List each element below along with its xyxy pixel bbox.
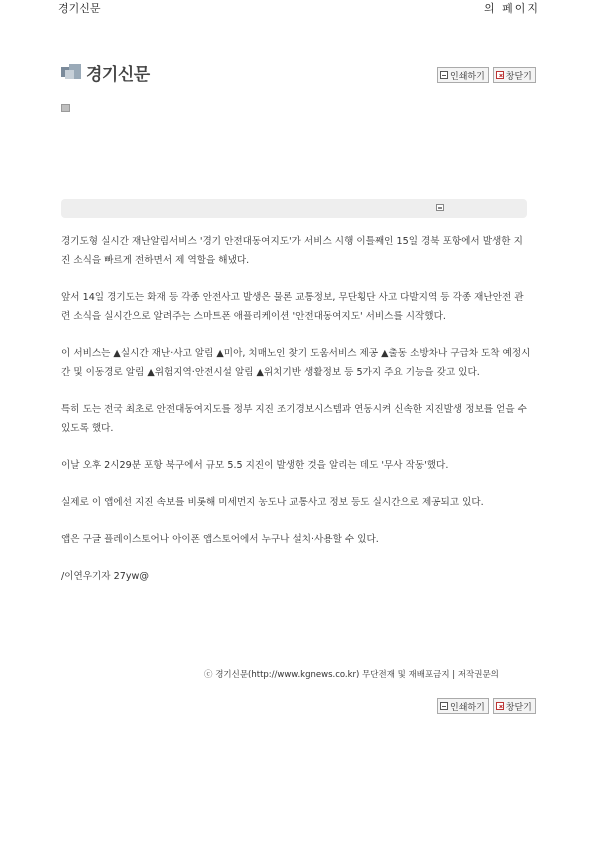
article-paragraph: 경기도형 실시간 재난알림서비스 '경기 안전대동여지도'가 서비스 시행 이틀째인 15일 경북 포항에서 발생한 지진 소식을 빠르게 전하면서 제 역할을 해냈다. (61, 236, 523, 266)
header-source: 경기신문 (58, 2, 101, 15)
article-paragraph: 이날 오후 2시29분 포항 북구에서 규모 5.5 지진이 발생한 것을 알리는 데도 '무사 작동'했다. (61, 460, 449, 471)
article-image-placeholder (61, 104, 70, 112)
article-paragraph: 실제로 이 앱에선 지진 속보를 비롯해 미세먼지 농도나 교통사고 정보 등도 실시간으로 제공되고 있다. (61, 497, 484, 508)
article-paragraph: 앱은 구글 플레이스토어나 아이폰 앱스토어에서 누구나 설치·사용할 수 있다. (61, 534, 379, 545)
close-label: 창닫기 (505, 702, 532, 713)
printer-icon (440, 702, 448, 710)
close-label: 창닫기 (505, 71, 532, 82)
printer-icon (440, 71, 448, 79)
close-button[interactable] (493, 698, 536, 714)
close-icon (496, 702, 504, 710)
page-header (0, 0, 595, 14)
article-body (61, 232, 531, 604)
close-button[interactable] (493, 67, 536, 83)
bottom-toolbar (437, 698, 536, 714)
image-caption-bar (61, 199, 527, 218)
copyright-notice: ⓒ 경기신문(http://www.kgnews.co.kr) 무단전재 및 재배포금지 | 저작권문의 (204, 670, 499, 680)
print-label: 인쇄하기 (450, 702, 485, 713)
logo-text: 경기신문 (86, 64, 150, 85)
close-icon (496, 71, 504, 79)
newspaper-logo[interactable] (61, 61, 150, 83)
article-paragraph: 특히 도는 전국 최초로 안전대동여지도를 정부 지진 조기경보시스템과 연동시켜 신속한 지진발생 정보를 얻을 수 있도록 했다. (61, 404, 527, 434)
logo-icon (61, 64, 83, 80)
print-button[interactable] (437, 698, 489, 714)
image-icon[interactable] (436, 204, 444, 211)
top-toolbar (437, 67, 536, 83)
reporter-byline: /이연우기자 27yw@ (61, 571, 149, 582)
print-label: 인쇄하기 (450, 71, 485, 82)
header-page-label: 의 페이지 (484, 2, 541, 15)
print-button[interactable] (437, 67, 489, 83)
article-paragraph: 이 서비스는 ▲실시간 재난·사고 알림 ▲미아, 치매노인 찾기 도움서비스 제공 ▲출동 소방차나 구급차 도착 예정시간 및 이동경로 알림 ▲위험지역·안전시설 알림 ▲위치기반 생활정보 등 5가지 주요 기능을 갖고 있다. (61, 348, 531, 378)
article-paragraph: 앞서 14일 경기도는 화재 등 각종 안전사고 발생은 물론 교통정보, 무단횡단 사고 다발지역 등 각종 재난안전 관련 소식을 실시간으로 알려주는 스마트폰 애플리케이션 '안전대동여지도' 서비스를 시작했다. (61, 292, 524, 322)
